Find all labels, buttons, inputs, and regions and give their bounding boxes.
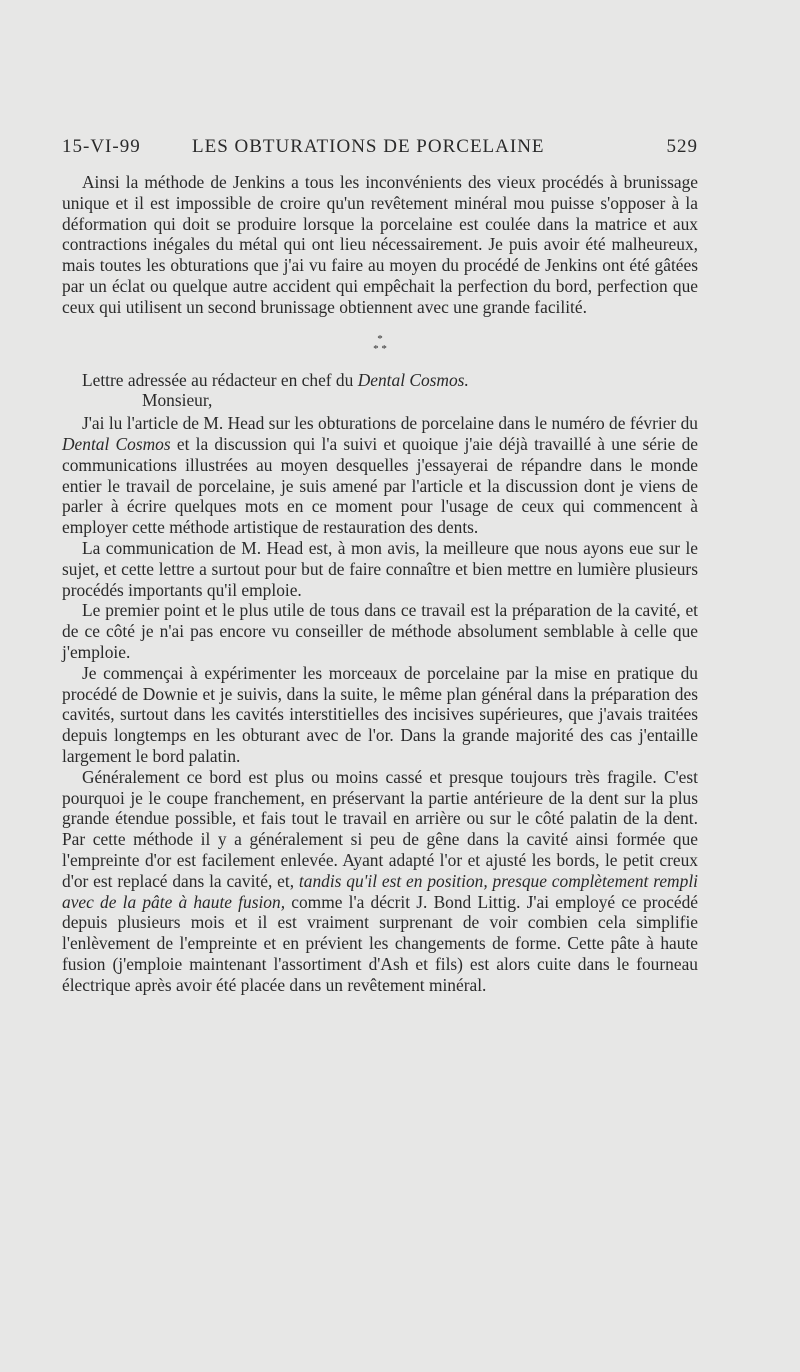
salutation: Monsieur, [142,390,213,411]
body-text [62,172,698,995]
page-number: 529 [666,136,698,157]
paragraph-6-italic: tandis qu'il est en position, presque complètement rempli avec de la pâte à haute fusion, [62,870,698,912]
paragraph-6-start: Généralement ce bord est plus ou moins cassé et presque toujours très fragile. C'est pourquoi je le coupe franchement, en préservant la partie antérieure de la dent sur la plus grande étendue possible, et fais tout le travail en arrière ou sur le côté palatin de la dent. Par cette méthode il y a généralement si peu de gêne dans la cavité ainsi formée que l'empreinte d'or est facilement enlevée. Ayant adapté l'or et ajusté les bords, le petit creux d'or est replacé dans la cavité, et, [62,766,698,891]
header-title: LES OBTURATIONS DE PORCELAINE [192,136,545,157]
letter-intro [62,370,698,391]
letter-intro-journal: Dental Cosmos. [357,369,469,390]
paragraph-3: La communication de M. Head est, à mon avis, la meilleure que nous ayons eue sur le sujet, et cette lettre a surtout pour but de faire connaître et bien mettre en lumière plusieurs procédés importants qu'il emploie. [62,537,698,600]
running-header [62,136,698,162]
paragraph-6-end: comme l'a décrit J. Bond Littig. J'ai employé ce procédé depuis plusieurs mois et il est vraiment surprenant de voir combien cela simplifie l'enlèvement de l'empreinte et en prévient les changements de forme. Cette pâte à haute fusion (j'emploie maintenant l'assortiment d'Ash et fils) est alors cuite dans le fourneau électrique après avoir été placée dans un revêtement minéral. [62,891,698,995]
paragraph-2-end: et la discussion qui l'a suivi et quoique j'aie déjà travaillé à une série de communications illustrées au moyen desquelles j'essayerai de répandre dans le monde entier le travail de porcelaine, je suis amené par l'article et la discussion dont je viens de parler à écrire quelques mots en ce moment pour l'usage de ceux qui commencent à employer cette méthode artistique de restauration des dents. [62,433,698,538]
section-break-asterism [62,334,698,354]
paragraph-1: Ainsi la méthode de Jenkins a tous les inconvénients des vieux procédés à brunissage unique et il est impossible de croire qu'un revêtement minéral mou puisse s'opposer à la déformation qui doit se produire lorsque la porcelaine est coulée dans la matrice et aux contractions inégales du métal qui ont lieu nécessairement. Je puis avoir été malheureux, mais toutes les obturations que j'ai vu faire au moyen du procédé de Jenkins ont été gâtées par un éclat ou quelque autre accident qui empêchait la perfection du bord, perfection que ceux qui utilisent un second brunissage obtiennent avec une grande facilité. [62,172,698,317]
asterism-top: * [377,332,383,345]
paragraph-4: Le premier point et le plus utile de tous dans ce travail est la préparation de la cavité, et de ce côté je n'ai pas encore vu conseiller de méthode absolument semblable à celle que j'emploie. [62,600,698,662]
paragraph-2-start: J'ai lu l'article de M. Head sur les obturations de porcelaine dans le numéro de février du [82,413,698,434]
paragraph-5: Je commençai à expérimenter les morceaux de porcelaine par la mise en pratique du procédé de Downie et je suivis, dans la suite, le même plan général dans la préparation des cavités, surtout dans les cavités interstitielles des incisives supérieures, que j'avais traitées depuis longtemps en les obturant avec de l'or. Dans la grande majorité des cas j'entaille largement le bord palatin. [62,662,698,766]
asterism-bottom: * * [373,342,387,355]
paragraph-2 [62,413,698,538]
paragraph-6 [62,767,698,996]
letter-intro-text: Lettre adressée au rédacteur en chef du [82,369,354,390]
header-date: 15-VI-99 [62,136,141,157]
paragraph-2-journal: Dental Cosmos [62,433,171,454]
